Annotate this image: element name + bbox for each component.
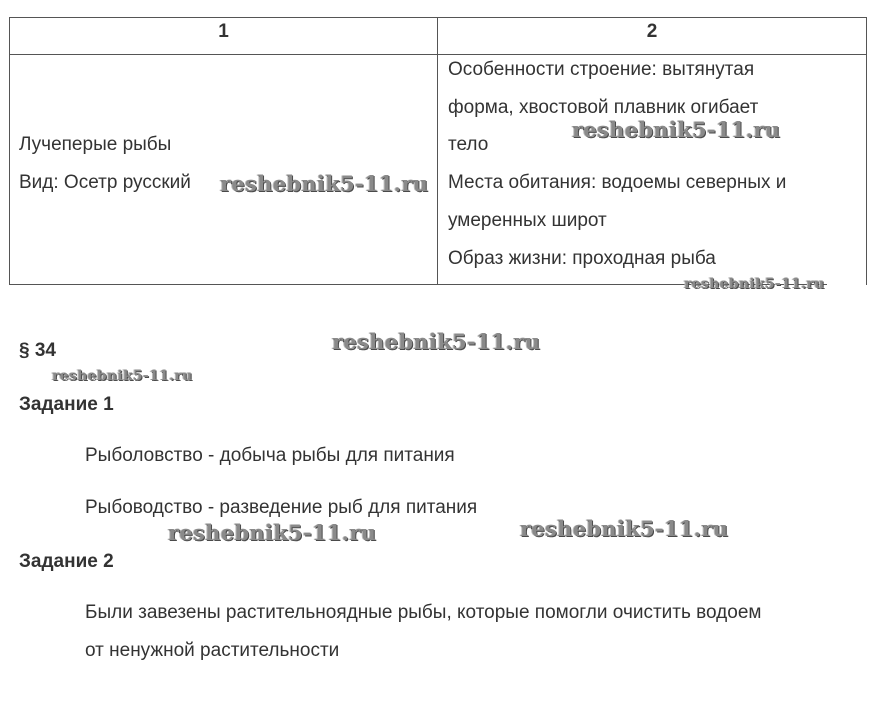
cell-lifestyle: Образ жизни: проходная рыба (448, 248, 716, 269)
watermark: reshebnik5-11.ru (520, 516, 729, 541)
cell-habitat-2: умеренных широт (448, 210, 607, 231)
cell-features-2: форма, хвостовой плавник огибает (448, 97, 759, 118)
task1-line-2: Рыбоводство - разведение рыб для питания (85, 497, 478, 518)
watermark: reshebnik5-11.ru (684, 276, 825, 292)
task2-line-2: от ненужной растительности (85, 640, 340, 661)
cell-features-3: тело (448, 134, 489, 155)
watermark: reshebnik5-11.ru (332, 329, 541, 354)
task2-line-1: Были завезены растительноядные рыбы, которые помогли очистить водоем (85, 602, 762, 623)
table-border-middle (437, 17, 438, 285)
task2-title: Задание 2 (19, 551, 114, 572)
watermark: reshebnik5-11.ru (220, 171, 429, 196)
cell-features-1: Особенности строение: вытянутая (448, 59, 755, 80)
watermark: reshebnik5-11.ru (572, 117, 781, 142)
watermark: reshebnik5-11.ru (168, 520, 377, 545)
table-header-1: 1 (218, 21, 229, 42)
table-border-left (9, 17, 10, 285)
task1-line-1: Рыболовство - добыча рыбы для питания (85, 445, 455, 466)
section-number: § 34 (19, 340, 56, 361)
cell-species: Вид: Осетр русский (19, 172, 191, 193)
cell-habitat-1: Места обитания: водоемы северных и (448, 172, 787, 193)
task1-title: Задание 1 (19, 394, 114, 415)
cell-class: Лучеперые рыбы (19, 134, 172, 155)
table-header-2: 2 (646, 21, 658, 42)
table-border-right (866, 17, 867, 285)
watermark: reshebnik5-11.ru (52, 368, 193, 384)
